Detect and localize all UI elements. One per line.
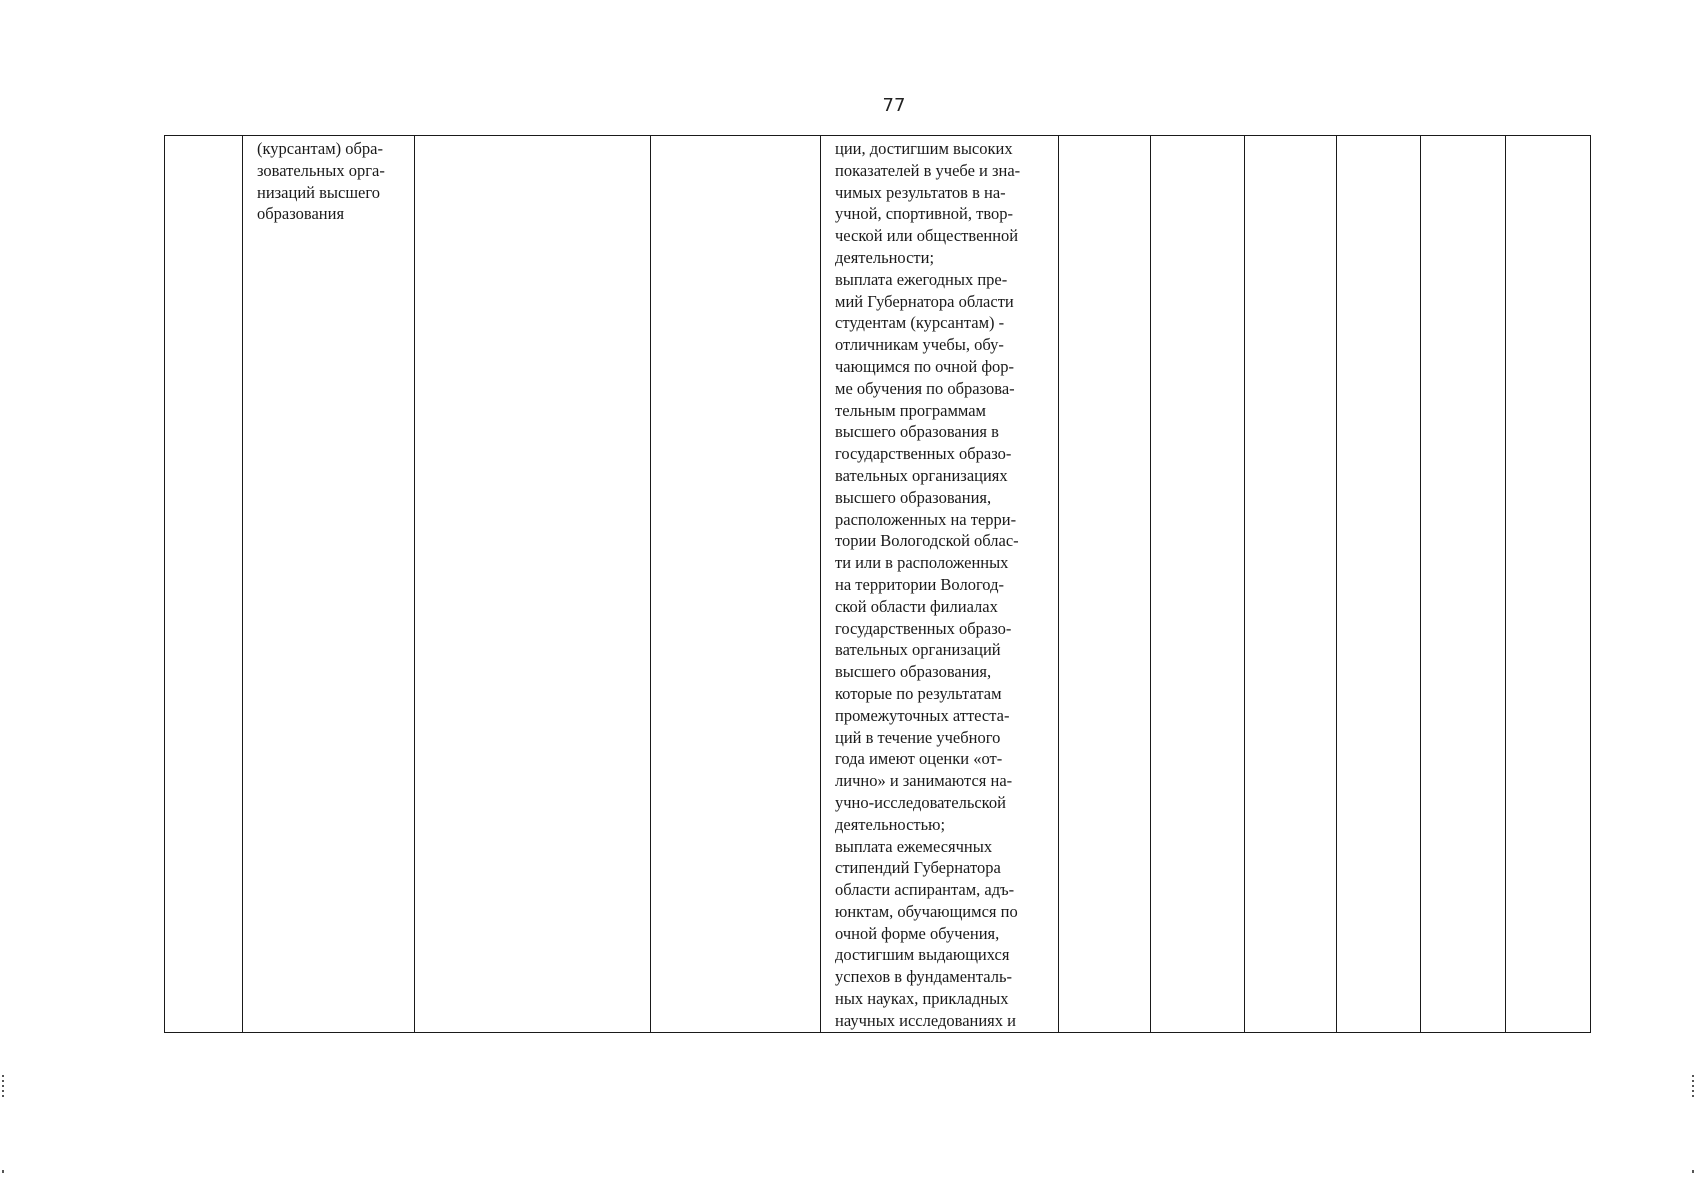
scan-edge-mark-left: [2, 1075, 4, 1099]
table-cell-col-4: [651, 136, 821, 1033]
table-cell-col-8: [1245, 136, 1337, 1033]
table-cell-col-3: [415, 136, 651, 1033]
table-cell-col-7: [1151, 136, 1245, 1033]
table-cell-recipients: [243, 136, 415, 1033]
page-number: 77: [882, 95, 906, 116]
scan-edge-mark-right: [1692, 1075, 1694, 1099]
table-cell-col-6: [1059, 136, 1151, 1033]
table-cell-col-9: [1337, 136, 1421, 1033]
continuation-table: [164, 135, 1591, 1033]
table-cell-col-11: [1506, 136, 1591, 1033]
scan-edge-mark-right-dot: [1692, 1170, 1694, 1173]
table-cell-col-10: [1421, 136, 1506, 1033]
scan-edge-mark-left-dot: [2, 1170, 4, 1173]
cell-text-measures: ции, достигшим высоких показателей в учебе и зна- чимых результатов в на- учной, спортивной, твор- ческой или общественной деятельности; выплата ежегодных пре- мий Губернатора области студентам (курсантам) - отличникам учебы, обу- чающимся по очной фор- ме обучения по образова- тельным программам высшего образования в государственных образо- вательных организациях высшего образования, расположенных на терри- тории Вологодской облас- ти или в расположенных на территории Вологод- ской области филиалах государственных образо- вательных организаций высшего образования, которые по результатам промежуточных аттеста- ций в течение учебного года имеют оценки «от- лично» и занимаются на- учно-исследовательской деятельностью; выплата ежемесячных стипендий Губернатора области аспирантам, адъ- юнктам, обучающимся по очной форме обучения, достигшим выдающихся успехов в фундаменталь- ных науках, прикладных научных исследованиях и: [835, 139, 1021, 1030]
table-cell-col-1: [165, 136, 243, 1033]
table-row: [165, 136, 1591, 1033]
cell-text-recipients: (курсантам) обра- зовательных орга- низаций высшего образования: [257, 139, 385, 224]
table-cell-measures: [821, 136, 1059, 1033]
